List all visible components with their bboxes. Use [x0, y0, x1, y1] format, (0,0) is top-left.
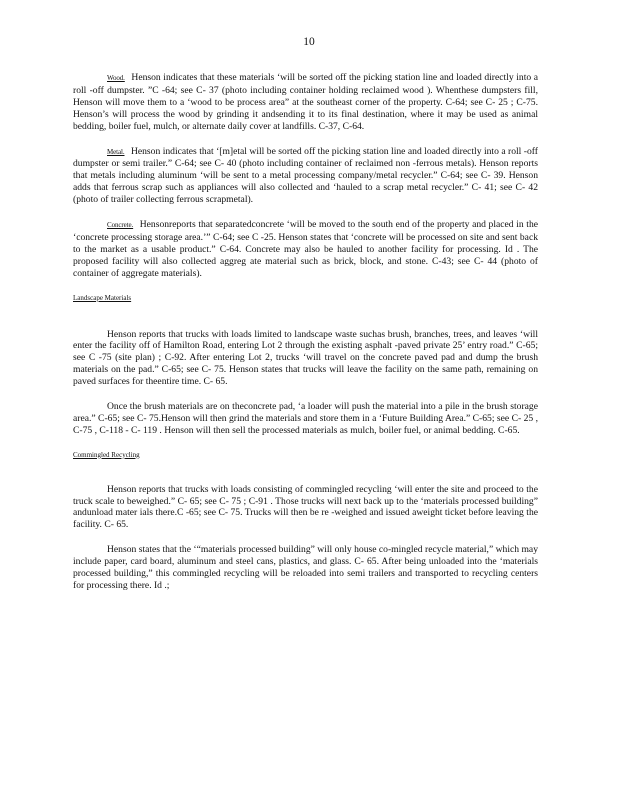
paragraph-commingled-2: Henson states that the ‘“materials processed building” will only house co-mingled recycle material,” which may include paper, card board, aluminum and steel cans, plastics, and glass. C- 65. After being unloaded into the ‘materials processed building,” this commingled recycling will be reloaded into semi trailers and transported to recycling centers for processing there. Id .; — [73, 544, 538, 591]
wood-subheading: Wood. — [107, 74, 125, 82]
page-number: 10 — [303, 36, 315, 48]
landscape-materials-heading: Landscape Materials — [73, 293, 132, 302]
paragraph-wood — [73, 72, 538, 133]
paragraph-landscape-1: Henson reports that trucks with loads limited to landscape waste suchas brush, branches, trees, and leaves ‘will enter the facility off of Hamilton Road, entering Lot 2 through the existing asphalt -paved private 25’ entry road.” C-65; see C -75 (site plan) ; C-92. After entering Lot 2, trucks ‘will travel on the concrete paved pad and dump the brush materials on the pad.” C-65; see C- 75. Henson states that trucks will leave the facility on the same path, remaining on paved surfaces for theentire time. C- 65. — [73, 328, 538, 388]
paragraph-landscape-2: Once the brush materials are on theconcrete pad, ‘a loader will push the material into a pile in the brush storage area.” C-65; see C- 75.Henson will then grind the materials and store them in a ‘Future Building Area.” C-65; see C- 25 , C-75 , C-118 - C- 119 . Henson will then sell the processed materials as mulch, boiler fuel, or animal bedding. C-65. — [73, 401, 538, 436]
paragraph-concrete — [73, 219, 538, 280]
wood-text: Henson indicates that these materials ‘will be sorted off the picking station line and loaded directly into a roll -off dumpster. ”C -64; see C- 37 (photo including container holding reclaimed wood ). Whenthese dumpsters fill, Henson will move them to a ‘wood to be process area” at the southeast corner of the property. C-64; see C- 25 ; C-75. Henson’s will process the wood by grinding it andsending it to its final destination, where it may be used as animal bedding, boiler fuel, mulch, or alternate daily cover at landfills. C-37, C-64. — [73, 72, 538, 132]
concrete-subheading: Concrete. — [107, 221, 134, 230]
metal-subheading: Metal. — [107, 147, 125, 156]
concrete-text: Hensonreports that separatedconcrete ‘will be moved to the south end of the property and placed in the ‘concrete processing storage area.’” C-64; see C -25. Henson states that ‘concrete will be processed on site and sent back to the market as a usable product.” C-64. Concrete may also be hauled to another facility for processing. Id . The proposed facility will also collected aggreg ate material such as brick, block, and stone. C-43; see C- 44 (photo of container of aggregate materials). — [73, 219, 539, 279]
paragraph-metal — [73, 146, 538, 207]
document-body — [73, 72, 538, 605]
paragraph-commingled-1: Henson reports that trucks with loads consisting of commingled recycling ‘will enter the site and proceed to the truck scale to beweighed.” C- 65; see C- 75 ; C-91 . Those trucks will next back up to the ‘materials processed building” andunload mater ials there.C -65; see C- 75. Trucks will then be re -weighed and issued aweight ticket before leaving the facility. C- 65. — [73, 483, 538, 531]
metal-text: Henson indicates that ‘[m]etal will be sorted off the picking station line and loaded directly into a roll -off dumpster or semi trailer.” C-64; see C- 40 (photo including container of reclaimed non -ferrous metals). Henson reports that metals including aluminum ‘will be sent to a metal processing company/metal recycler.” C-64; see C- 39. Henson adds that ferrous scrap such as appliances will also collected and ‘hauled to a scrap metal recycler.” C- 41; see C- 42 (photo of trailer collecting ferrous scrapmetal). — [73, 145, 538, 206]
commingled-recycling-heading: Commingled Recycling — [73, 450, 140, 459]
